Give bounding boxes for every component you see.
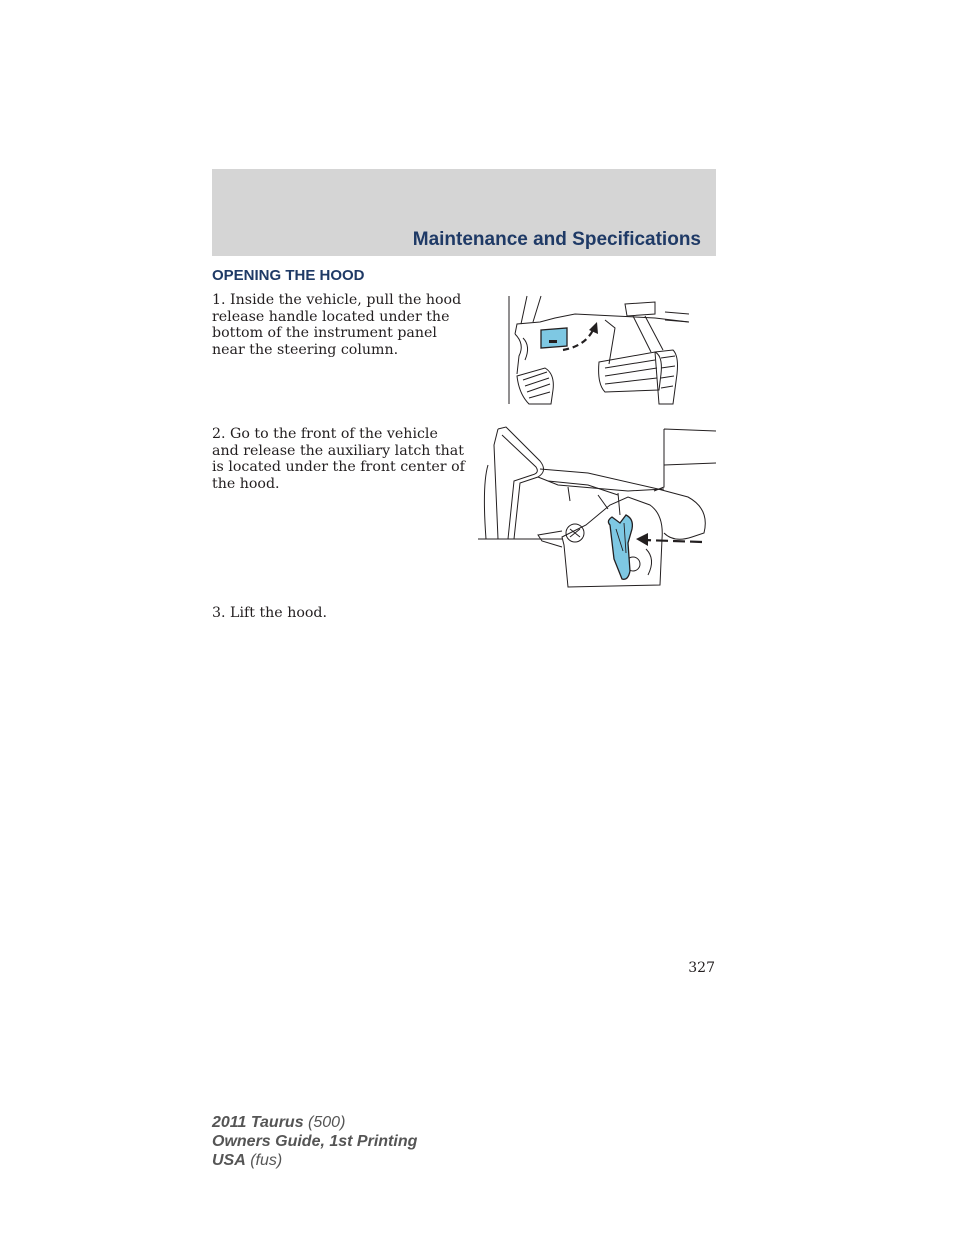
footer-model: 2011 Taurus (212, 1114, 304, 1131)
section-header-band (212, 169, 716, 256)
hood-release-handle-illustration (505, 294, 689, 406)
step-1-text: 1. Inside the vehicle, pull the hood release handle located under the bottom of the instrument panel near the steering column. (212, 292, 462, 358)
page-title: Maintenance and Specifications (412, 229, 701, 250)
step-3-text: 3. Lift the hood. (212, 605, 328, 621)
footer-model-code: (500) (303, 1114, 346, 1131)
auxiliary-latch-illustration (478, 425, 716, 588)
footer-region: USA (212, 1152, 246, 1169)
footer-line-2 (212, 1132, 417, 1151)
footer-guide: Owners Guide, 1st Printing (212, 1133, 418, 1150)
page-number: 327 (688, 960, 715, 976)
footer-region-code: (fus) (245, 1152, 283, 1169)
step-2-text: 2. Go to the front of the vehicle and release the auxiliary latch that is located under the front center of the hood. (212, 426, 465, 492)
footer (212, 1113, 417, 1170)
section-heading: OPENING THE HOOD (212, 267, 365, 284)
footer-line-3 (212, 1151, 417, 1170)
footer-line-1 (212, 1113, 417, 1132)
